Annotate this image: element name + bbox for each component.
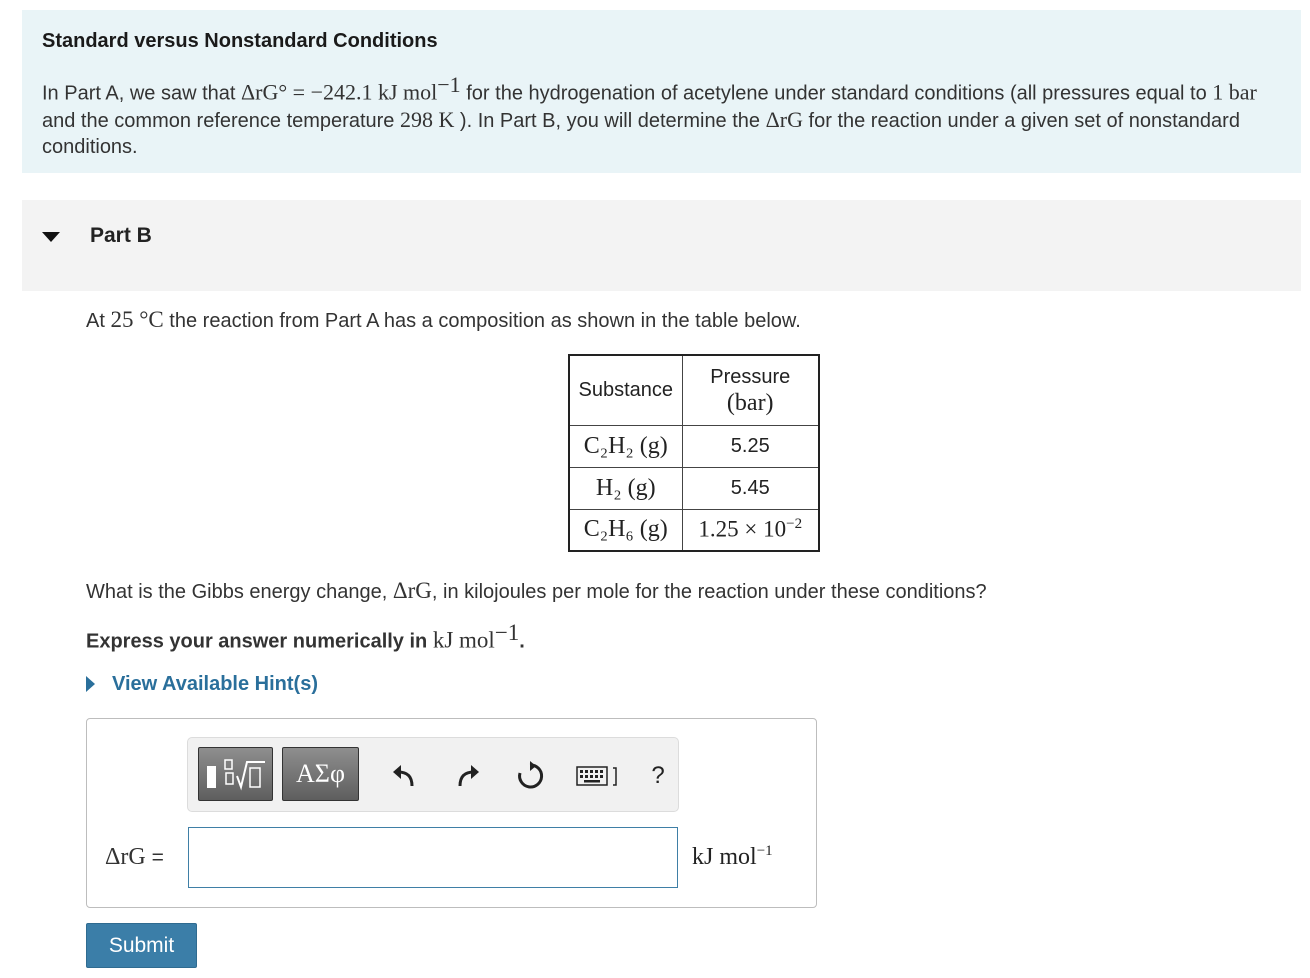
delta-g-standard: ΔrG° xyxy=(240,79,288,105)
question-composition-text: At 25 °C the reaction from Part A has a composition as shown in the table below. xyxy=(86,307,801,332)
answer-panel xyxy=(86,718,817,908)
intro-panel xyxy=(22,10,1301,173)
part-b-header[interactable] xyxy=(22,200,1301,291)
header-substance: Substance xyxy=(569,355,682,425)
collapse-triangle-icon[interactable] xyxy=(42,232,60,242)
table-row xyxy=(569,509,819,551)
delta-g-label: ΔrG = xyxy=(105,844,164,870)
pressure-h2: 5.45 xyxy=(682,467,819,509)
intro-text: In Part A, we saw that ΔrG° = −242.1 kJ mol$^{-1}$ for the hydrogenation of acetylene under standard conditions (all pressures equal to 1 bar and the common reference temperature 298 K ). In Part B, you will determine the ΔrG for the reaction under a given set of nonstandard conditions. xyxy=(42,72,1257,158)
templates-button[interactable] xyxy=(198,747,273,801)
keyboard-icon[interactable] xyxy=(576,760,622,792)
question-gibbs-text: What is the Gibbs energy change, ΔrG, in kilojoules per mole for the reaction under these conditions? xyxy=(86,578,987,603)
undo-icon[interactable] xyxy=(388,760,420,792)
reset-icon[interactable] xyxy=(514,760,546,792)
part-title: Part B xyxy=(90,224,152,247)
greek-symbols-button[interactable]: ΑΣφ xyxy=(282,747,359,801)
expand-triangle-icon[interactable] xyxy=(86,676,95,692)
express-instruction: Express your answer numerically in kJ mol$^{-1}$. xyxy=(86,620,525,653)
table-row xyxy=(569,425,819,467)
header-pressure: Pressure (bar) xyxy=(682,355,819,425)
answer-input[interactable] xyxy=(188,827,678,888)
math-toolbar xyxy=(187,737,679,812)
substance-h2: H₂ (g) xyxy=(569,467,682,509)
redo-icon[interactable] xyxy=(452,760,484,792)
help-button[interactable]: ? xyxy=(651,762,665,789)
intro-title: Standard versus Nonstandard Conditions xyxy=(42,30,438,52)
view-hints-link[interactable] xyxy=(86,671,318,697)
hint-label[interactable]: View Available Hint(s) xyxy=(112,672,318,695)
pressure-c2h6: $1.25 \times 10^{-2}$ xyxy=(682,509,819,551)
substance-c2h6: C₂H₆ (g) xyxy=(569,509,682,551)
substance-c2h2: C₂H₂ (g) xyxy=(569,425,682,467)
submit-button[interactable]: Submit xyxy=(86,923,197,968)
pressure-c2h2: 5.25 xyxy=(682,425,819,467)
table-row xyxy=(569,467,819,509)
composition-table xyxy=(568,354,820,552)
table-header-row xyxy=(569,355,819,425)
templates-icon xyxy=(205,756,267,792)
answer-unit: kJ mol$^{-1}$ xyxy=(692,843,773,870)
